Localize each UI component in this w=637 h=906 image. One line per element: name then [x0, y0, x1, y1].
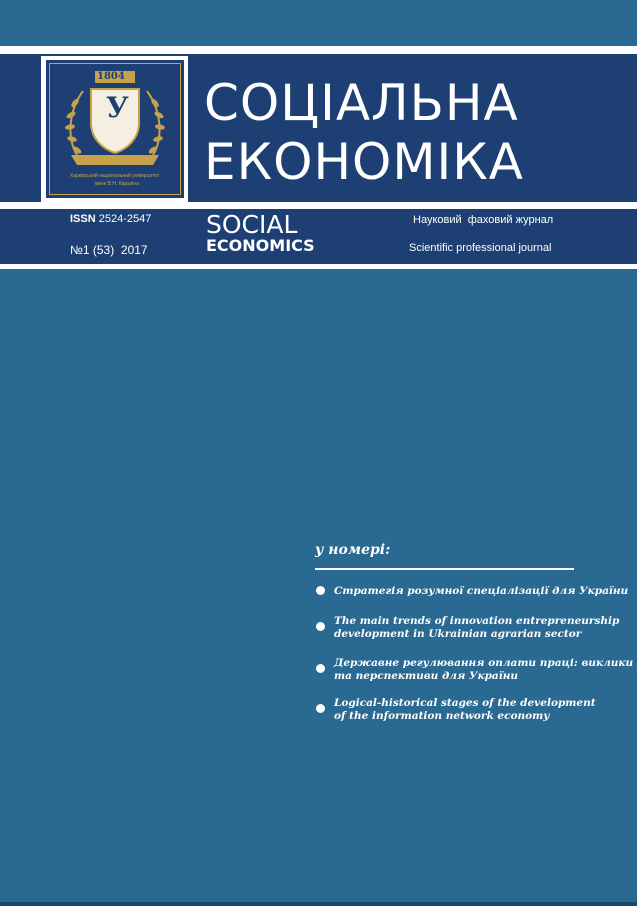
issue-number: №1 (53) 2017	[70, 243, 148, 257]
toc-item-line1: Стратегія розумної спеціалізації для України	[334, 585, 629, 597]
logo-caption-line2: імені В.Н. Каразіна	[95, 181, 139, 187]
title-ua-line2: ЕКОНОМІКА	[204, 133, 524, 191]
logo-letter: У	[106, 91, 129, 124]
toc-item-line1: Logical-historical stages of the development	[334, 697, 596, 709]
bullet-icon	[316, 664, 325, 673]
toc-item-line2: development in Ukrainian agrarian sector	[334, 628, 582, 640]
issn-label: ISSN	[70, 213, 96, 225]
logo-caption-line1: Харківський національний університет	[70, 173, 160, 179]
title-en-line2: ECONOMICS	[206, 236, 315, 255]
journal-type-en: Scientific professional journal	[409, 242, 552, 254]
middle-white-stripe	[0, 202, 637, 209]
bullet-icon	[316, 586, 325, 595]
top-white-stripe	[0, 46, 637, 54]
bullet-icon	[316, 704, 325, 713]
toc-item-line2: та перспективи для України	[334, 670, 519, 682]
logo-year: 1804	[97, 71, 125, 82]
issn	[70, 213, 151, 225]
journal-type-ua: Науковий фаховий журнал	[413, 214, 554, 226]
contents-divider	[315, 568, 574, 570]
bullet-icon	[316, 622, 325, 631]
lower-white-stripe	[0, 264, 637, 269]
toc-item-line2: of the information network economy	[334, 710, 550, 722]
title-en-line1: SOCIAL	[206, 210, 298, 239]
toc-item-line1: The main trends of innovation entrepreneurship	[334, 615, 620, 627]
title-ua-line1: СОЦІАЛЬНА	[204, 74, 519, 132]
bottom-edge	[0, 902, 637, 906]
toc-item-line1: Державне регулювання оплати праці: виклики	[334, 657, 634, 669]
contents-heading: у номері:	[315, 542, 391, 558]
issn-number: 2524-2547	[98, 213, 152, 225]
